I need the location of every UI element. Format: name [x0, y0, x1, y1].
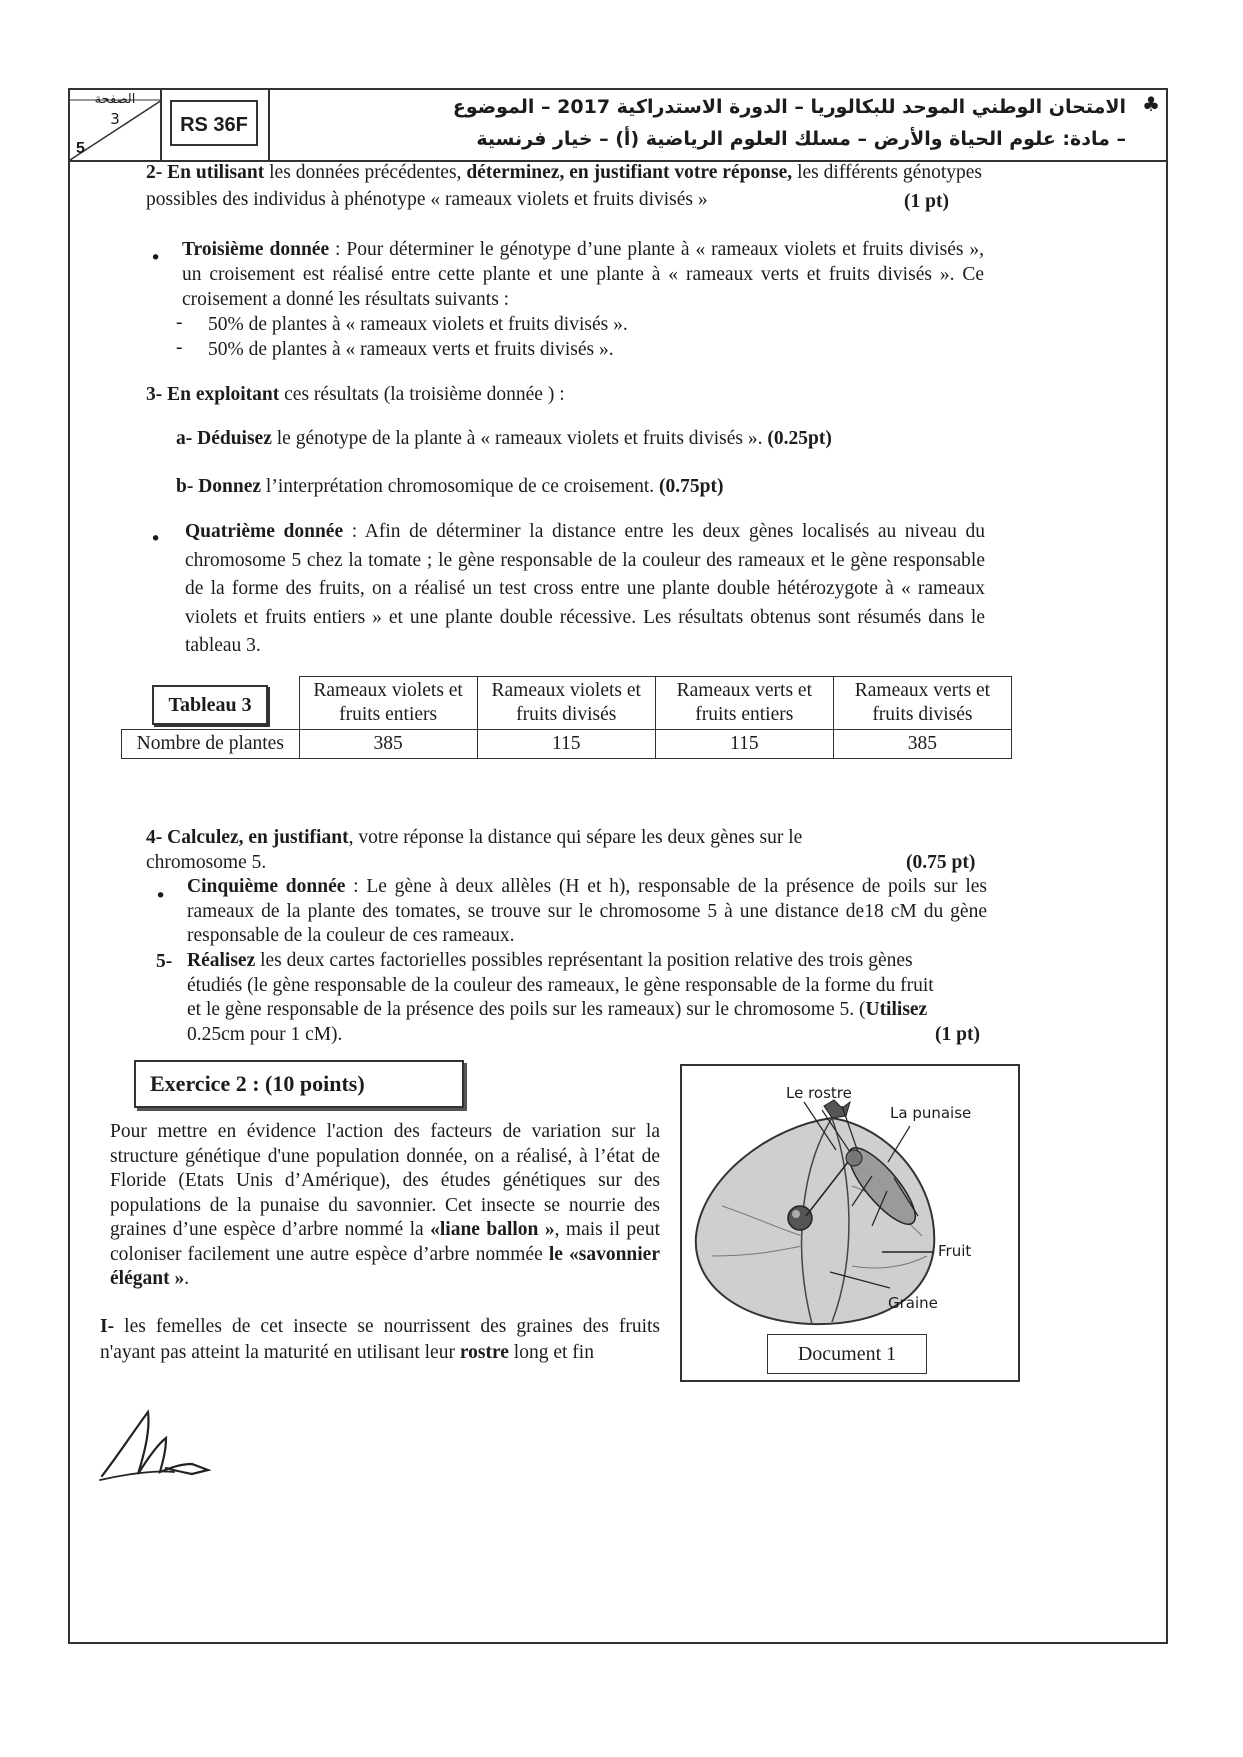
- fourth-data: Quatrième donnée : Afin de déterminer la distance entre les deux gènes localisés au niveau du chromosome 5 chez la tomate ; le gène responsable de la couleur des rameaux et le gène responsable de la forme des fruits, on a réalisé un test cross entre une plante double hétérozygote à « rameaux violets et fruits entiers » et une plante double récessive. Les résultats obtenus sont résumés dans le tableau 3.: [185, 521, 985, 656]
- table-cell: 115: [655, 730, 833, 759]
- third-result-1: 50% de plantes à « rameaux violets et fruits divisés ».: [208, 314, 628, 335]
- header-divider: [268, 90, 270, 160]
- exam-title-arabic: الامتحان الوطني الموحد للبكالوريا – الدورة الاستدراكية 2017 – الموضوع: [452, 96, 1126, 118]
- page-total: 5: [76, 140, 85, 157]
- table-header-cell: Rameaux verts et fruits divisés: [833, 677, 1011, 730]
- question-2: 2- En utilisant les données précédentes, déterminez, en justifiant votre réponse, les différents génotypes possibles des individus à phénotype « rameaux violets et fruits divisés »: [146, 162, 982, 210]
- handwritten-signature: [96, 1408, 226, 1488]
- exercise-2-intro: Pour mettre en évidence l'action des facteurs de variation sur la structure génétique d'une population donnée, on a réalisé, à l’état de Floride (Etats Unis d’Amérique), des études génétiques sur des populations de la punaise du savonnier. Cet insecte se nourrie des graines d’une espèce d’arbre nommé la «liane ballon », mais il peut coloniser facilement une autre espèce d’arbre nommée le «savonnier élégant ».: [110, 1121, 660, 1289]
- bullet-icon: •: [150, 528, 162, 550]
- exam-code: RS 36F: [170, 100, 258, 146]
- question-3: 3- En exploitant ces résultats (la troisième donnée ) :: [146, 384, 565, 405]
- table-3-title: Tableau 3: [152, 685, 267, 725]
- page-number: 3: [110, 110, 120, 128]
- question-4: 4- Calculez, en justifiant, votre réponse la distance qui sépare les deux gènes sur le chromosome 5.: [146, 827, 803, 873]
- label-graine: Graine: [888, 1294, 938, 1312]
- table-header-row: [122, 677, 1012, 730]
- question-5: Réalisez les deux cartes factorielles possibles représentant la position relative des trois gènes étudiés (le gène responsable de la couleur des rameaux, le gène responsable de la forme du fruit et le gène responsable de la présence des poils sur les rameaux) sur le chromosome 5. (Utilisez 0.25cm pour 1 cM).: [187, 950, 934, 1045]
- question-5-points: (1 pt): [935, 1024, 980, 1045]
- table-3: [121, 676, 1012, 759]
- question-4-points: (0.75 pt): [906, 852, 976, 873]
- exercise-2-title: Exercice 2 : (10 points): [134, 1060, 464, 1108]
- table-cell: 115: [477, 730, 655, 759]
- question-2-points: (1 pt): [904, 191, 949, 212]
- question-2-label: 2- En utilisant: [146, 162, 265, 183]
- bullet-icon: •: [155, 885, 167, 907]
- clover-icon: ♣: [1142, 92, 1160, 116]
- exam-subject-arabic: – مادة: علوم الحياة والأرض – مسلك العلوم الرياضية (أ) – خيار فرنسية: [476, 128, 1126, 150]
- question-5-number: 5-: [156, 951, 173, 972]
- label-rostre: Le rostre: [786, 1084, 852, 1102]
- third-data: Troisième donnée : Pour déterminer le génotype d’une plante à « rameaux violets et fruits divisés », un croisement est réalisé entre cette plante et une plante à « rameaux verts et fruits divisés ». Ce croisement a donné les résultats suivants :: [182, 239, 984, 310]
- question-3b: b- Donnez l’interprétation chromosomique de ce croisement. (0.75pt): [176, 476, 724, 497]
- fifth-data: Cinquième donnée : Le gène à deux allèles (H et h), responsable de la présence de poils sur les rameaux de la plante des tomates, se trouve sur le chromosome 5 à une distance de18 cM du gène responsable de la couleur de ces rameaux.: [187, 876, 987, 946]
- document-1-caption: Document 1: [767, 1334, 927, 1374]
- exercise-2-part-1: I- les femelles de cet insecte se nourrissent des graines des fruits n'ayant pas atteint la maturité en utilisant leur rostre long et fin: [100, 1316, 660, 1363]
- table-header-cell: Rameaux verts et fruits entiers: [655, 677, 833, 730]
- page-number-box: [70, 90, 162, 160]
- document-1-frame: [680, 1064, 1020, 1382]
- table-row: [122, 730, 1012, 759]
- table-header-cell: Rameaux violets et fruits entiers: [299, 677, 477, 730]
- label-punaise: La punaise: [890, 1104, 972, 1122]
- third-result-2: 50% de plantes à « rameaux verts et fruits divisés ».: [208, 339, 614, 360]
- table-cell: 385: [299, 730, 477, 759]
- table-row-label: Nombre de plantes: [122, 730, 300, 759]
- table-cell: 385: [833, 730, 1011, 759]
- question-3a: a- Déduisez le génotype de la plante à « rameaux violets et fruits divisés ». (0.25pt): [176, 428, 832, 449]
- page-header: [70, 90, 1166, 162]
- page-label-arabic: الصفحة: [94, 92, 136, 107]
- label-fruit: Fruit: [938, 1242, 972, 1260]
- bullet-icon: •: [150, 247, 162, 269]
- table-header-cell: Rameaux violets et fruits divisés: [477, 677, 655, 730]
